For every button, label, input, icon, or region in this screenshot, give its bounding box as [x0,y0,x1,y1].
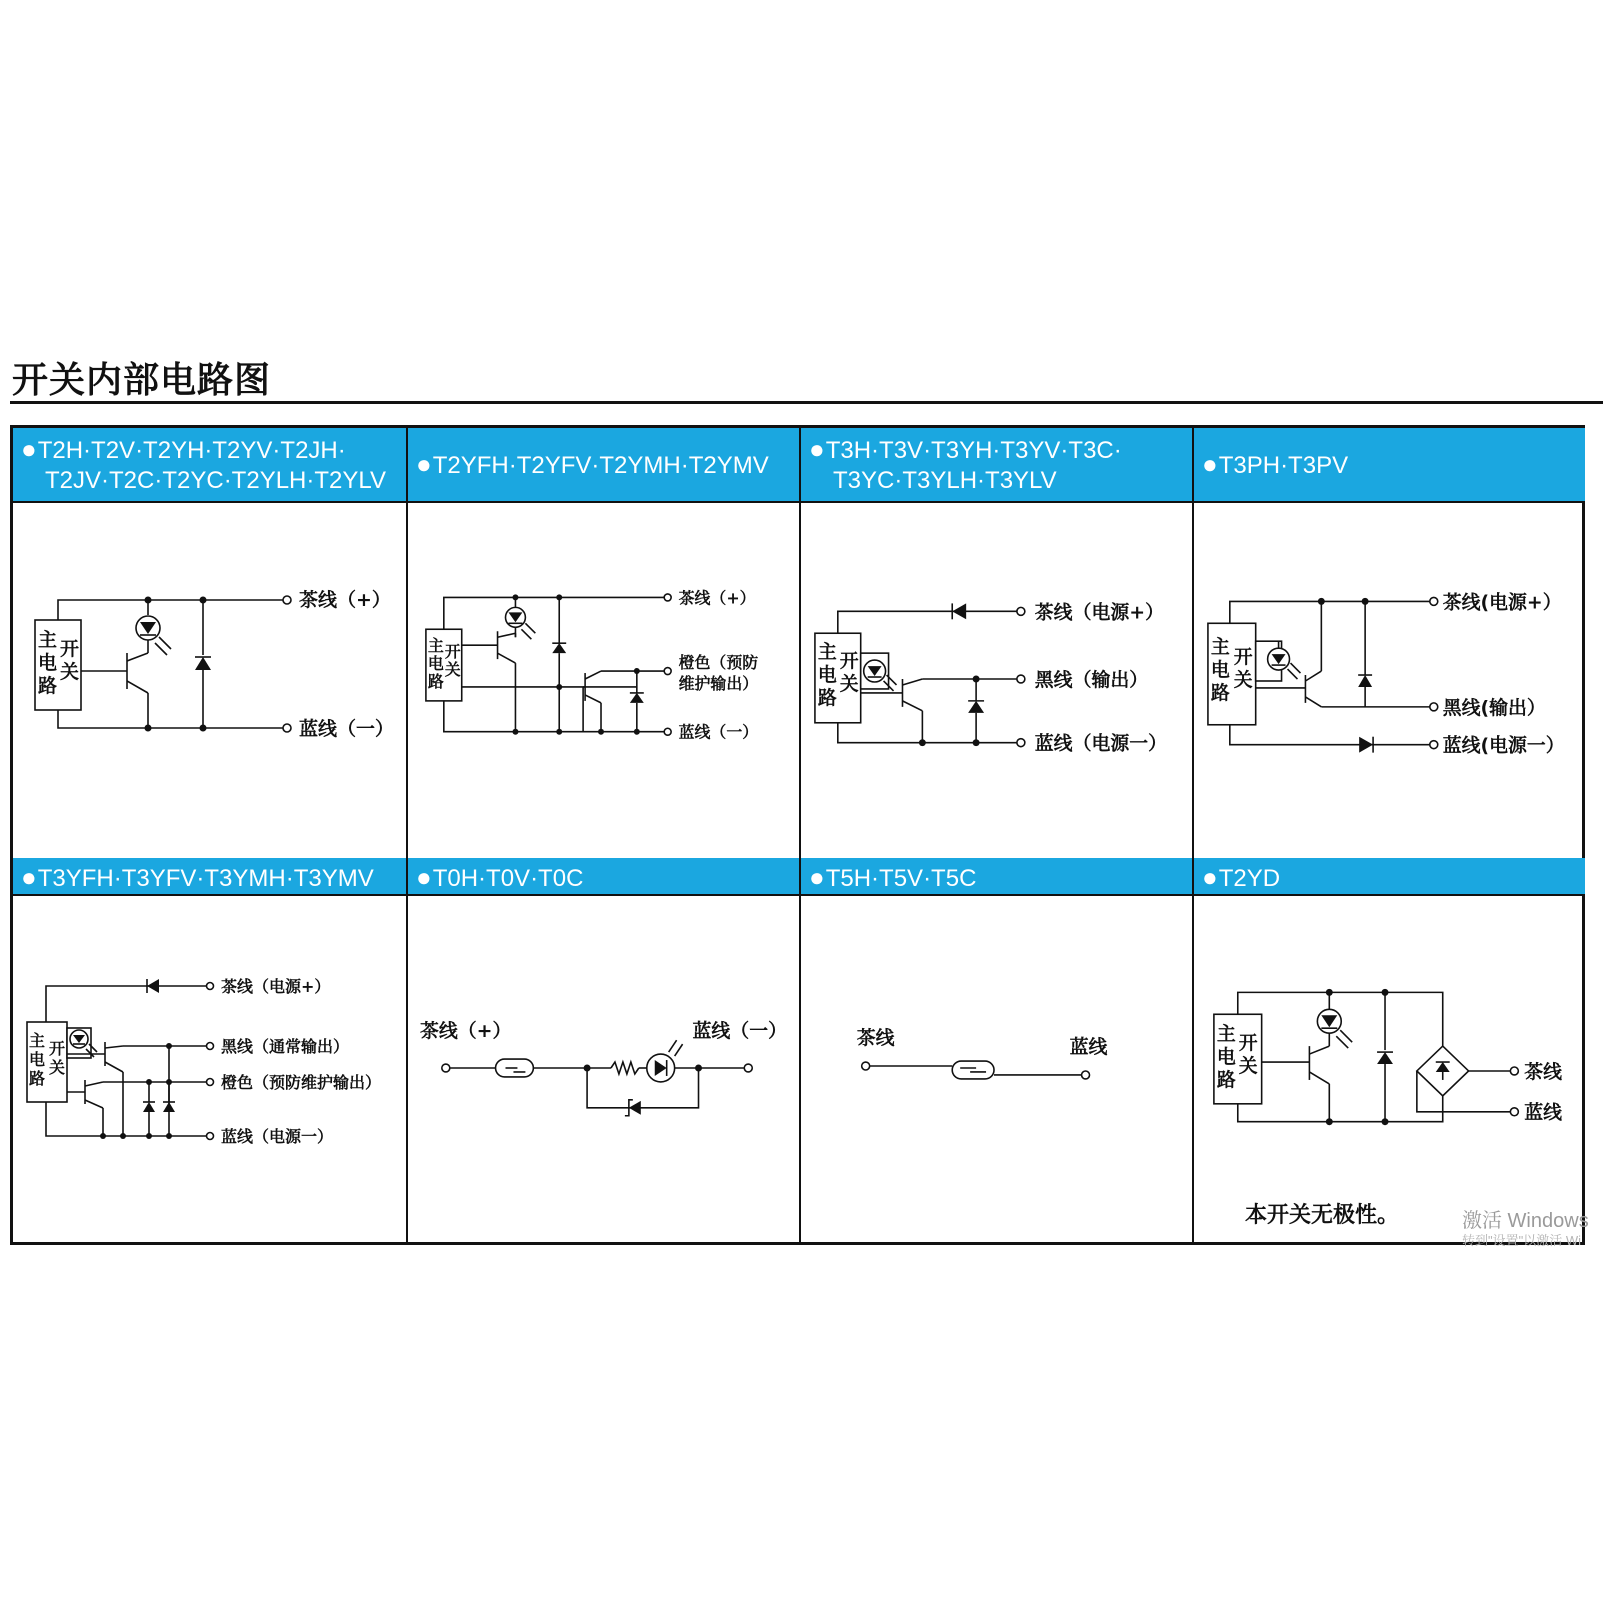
panel-header [13,428,406,503]
reed-switch-icon [952,1061,994,1079]
zener-diode-icon [968,701,984,713]
label-brown-wire: 茶线（+） [419,1020,512,1043]
label-brown-wire: 茶线（+） [299,589,391,611]
label-blue-wire: 蓝线（一） [678,722,759,742]
zener-diode-icon [629,1101,641,1115]
circuit-diagram [13,896,406,1240]
zener-diode-icon [143,1102,155,1112]
circuit-diagram [801,503,1192,856]
box-text-main-2: 电 [38,652,58,674]
box-text-main-1: 主 [1216,1023,1236,1046]
circuit-grid [10,425,1585,1245]
panel-t2h [13,428,406,858]
label-brown-wire: 茶线（+） [678,588,756,608]
terminal-icon [207,983,214,990]
label-blue-wire: 蓝线（一） [692,1020,787,1043]
header-line: T5H·T5V·T5C [825,865,977,892]
box-text-main-2: 电 [1210,659,1230,682]
zener-diode-icon [163,1102,175,1112]
panel-header [408,428,799,503]
label-brown-wire: 茶线（电源+） [1034,601,1164,624]
box-text-switch-2: 关 [839,672,859,695]
label-blue-wire: 蓝线（一） [299,718,395,740]
box-text-main-1: 主 [38,629,58,651]
terminal-icon [1430,741,1438,749]
box-text-main-1: 主 [427,636,444,656]
box-text-switch-2: 关 [444,660,461,680]
zener-diode-icon [1358,675,1372,687]
label-blue-wire: 蓝线（电源一） [221,1127,334,1146]
diode-icon [147,979,159,993]
panel-t5h [799,858,1192,1242]
terminal-icon [442,1064,450,1072]
terminal-icon [207,1133,214,1140]
box-text-main-1: 主 [29,1031,46,1050]
header-line: T3PH·T3PV [1218,452,1349,479]
terminal-icon [1017,675,1025,683]
panel-header [801,858,1192,896]
box-text-main-2: 电 [1216,1046,1236,1069]
title-divider [10,401,1603,404]
circuit-diagram [408,503,799,856]
header-line: T3YFH·T3YFV·T3YMH·T3YMV [37,865,374,892]
label-black-wire: 黑线（输出） [1034,668,1149,691]
terminal-icon [283,596,291,604]
circuit-diagram [13,503,406,856]
zener-diode-icon [195,657,211,670]
label-black-wire: 黑线（通常输出） [221,1037,350,1056]
terminal-icon [207,1079,214,1086]
terminal-icon [207,1043,214,1050]
bullet-icon: ● [809,434,825,464]
panel-t2yd [1192,858,1585,1242]
panel-header [13,858,406,896]
box-text-switch-1: 开 [1233,646,1253,669]
windows-activation-watermark: 激活 Windows [1462,1210,1589,1232]
box-text-switch-1: 开 [49,1039,66,1058]
polarity-note: 本开关无极性。 [1245,1203,1400,1228]
header-line: T2YFH·T2YFV·T2YMH·T2YMV [432,452,769,479]
label-blue-wire: 蓝线(电源一） [1442,734,1565,757]
header-line: T2H·T2V·T2YH·T2YV·T2JH· [37,437,346,464]
terminal-icon [1430,703,1438,711]
box-text-switch-1: 开 [1238,1032,1258,1055]
windows-activation-watermark-sub: 转到"设置"以激活 Wi [1462,1233,1581,1248]
resistor-icon [611,1062,639,1074]
circuit-diagram [1194,503,1585,856]
terminal-icon [1510,1108,1518,1116]
box-text-switch-1: 开 [444,642,461,662]
bullet-icon: ● [1202,862,1218,892]
terminal-icon [283,724,291,732]
box-text-main-1: 主 [1210,636,1230,659]
bullet-icon: ● [416,862,432,892]
box-text-switch-2: 关 [1238,1054,1258,1077]
panel-header [408,858,799,896]
panel-t3yfh [13,858,406,1242]
box-text-switch-2: 关 [1233,668,1253,691]
label-orange-wire: 橙色（预防维护输出） [221,1073,382,1092]
zener-diode-icon [552,643,566,653]
label-blue-wire: 蓝线（电源一） [1034,732,1168,755]
panel-header [801,428,1192,503]
diode-icon [952,603,966,619]
header-line: T2JV·T2C·T2YC·T2YLH·T2YLV [45,467,386,494]
label-black-wire: 黑线(输出） [1442,696,1546,719]
bullet-icon: ● [1202,449,1218,479]
box-text-main-2: 电 [427,654,444,674]
label-orange-wire: 橙色（预防 [678,653,759,673]
label-orange-wire: 维护输出） [678,673,759,693]
label-brown-wire: 茶线 [1524,1060,1563,1083]
terminal-icon [664,668,671,675]
terminal-icon [1017,607,1025,615]
terminal-icon [664,728,671,735]
terminal-icon [862,1062,870,1070]
box-text-main-1: 主 [817,641,837,664]
box-text-main-3: 路 [817,686,837,709]
terminal-icon [744,1064,752,1072]
label-brown-wire: 茶线（电源+） [221,977,331,996]
panel-t0h [406,858,799,1242]
panel-t3h [799,428,1192,858]
zener-diode-icon [630,693,644,703]
label-blue-wire: 蓝线 [1524,1101,1563,1124]
header-line: T3H·T3V·T3YH·T3YV·T3C· [825,437,1122,464]
box-text-main-3: 路 [1216,1068,1236,1091]
circuit-diagram [1194,896,1585,1240]
box-text-switch-1: 开 [839,650,859,673]
box-text-main-3: 路 [427,671,444,691]
terminal-icon [1430,597,1438,605]
box-text-main-2: 电 [29,1050,46,1069]
panel-t2yfh [406,428,799,858]
panel-t3ph [1192,428,1585,858]
box-text-switch-1: 开 [60,638,80,660]
header-line: T2YD [1218,865,1281,892]
header-line: T0H·T0V·T0C [432,865,584,892]
terminal-icon [1017,739,1025,747]
panel-header [1194,428,1585,503]
terminal-icon [1082,1071,1090,1079]
circuit-diagram [408,896,799,1240]
box-text-main-3: 路 [29,1069,46,1088]
label-brown-wire: 茶线 [856,1027,895,1050]
bullet-icon: ● [21,434,37,464]
label-brown-wire: 茶线(电源+） [1442,591,1562,614]
zener-diode-icon [1377,1052,1393,1064]
box-text-main-3: 路 [38,675,58,697]
box-text-main-2: 电 [817,663,837,686]
label-blue-wire: 蓝线 [1069,1036,1108,1059]
header-line: T3YC·T3YLH·T3YLV [833,467,1057,494]
bullet-icon: ● [416,449,432,479]
bullet-icon: ● [21,862,37,892]
panel-header [1194,858,1585,896]
bullet-icon: ● [809,862,825,892]
terminal-icon [664,594,671,601]
circuit-diagram [801,896,1192,1240]
diode-icon [1359,737,1373,753]
page-title: 开关内部电路图 [12,360,272,401]
box-text-main-3: 路 [1210,681,1230,704]
box-text-switch-2: 关 [60,661,80,683]
box-text-switch-2: 关 [49,1058,66,1077]
terminal-icon [1510,1067,1518,1075]
